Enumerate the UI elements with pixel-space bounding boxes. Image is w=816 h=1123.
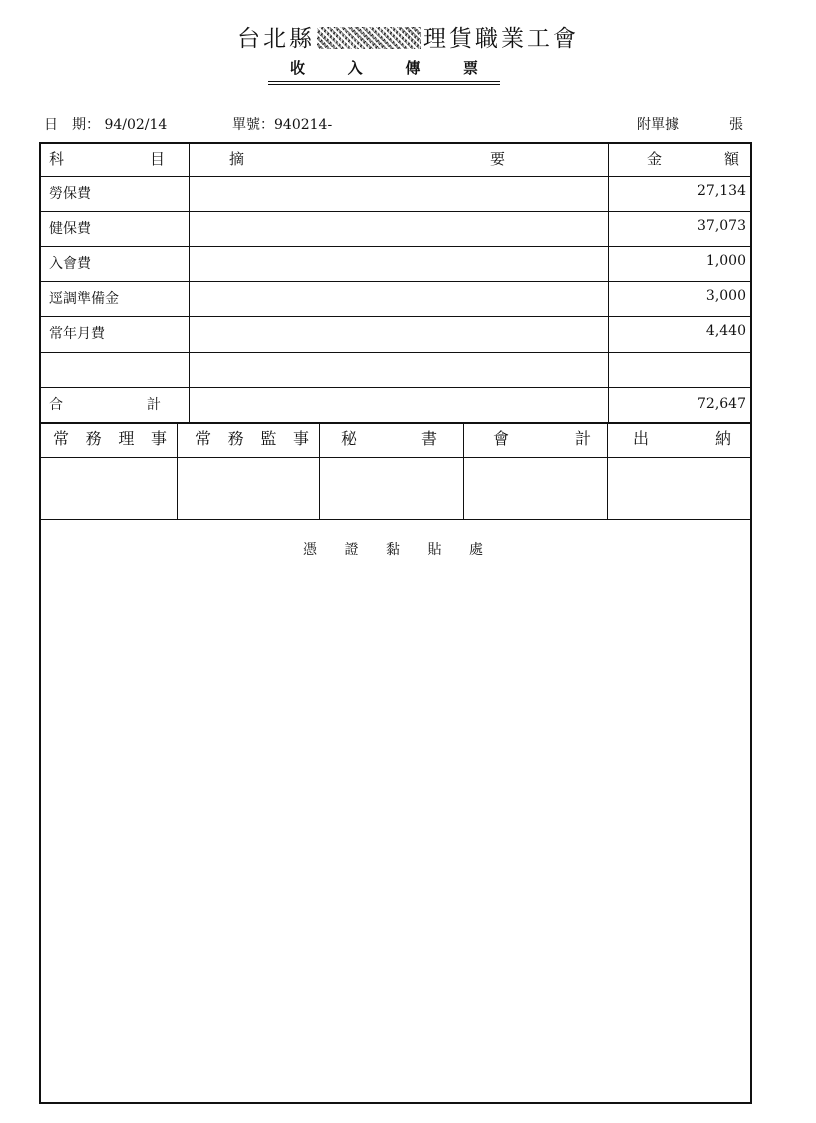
column-divider (463, 423, 464, 519)
title-prefix: 台北縣 (237, 26, 315, 52)
attachment-unit: 張 (729, 117, 743, 133)
row-amount: 37,073 (697, 218, 746, 234)
row-divider (41, 316, 750, 317)
document-title (0, 24, 816, 54)
signature-cashier: 出 納 (633, 429, 731, 448)
row-divider (41, 211, 750, 212)
voucher-number-value: 940214- (274, 117, 333, 133)
title-suffix: 理貨職業工會 (423, 26, 579, 52)
subtitle-char: 收 (290, 59, 306, 77)
row-divider (41, 281, 750, 282)
subtitle-char: 傳 (405, 59, 421, 77)
signature-accountant: 會 計 (493, 429, 591, 448)
signature-secretary: 秘 書 (341, 429, 437, 448)
row-divider (41, 457, 750, 458)
date-label: 日 期： (44, 117, 100, 133)
voucher-table (39, 142, 752, 1104)
row-subject: 健保費 (49, 221, 91, 237)
row-amount: 3,000 (705, 288, 746, 304)
row-amount: 4,440 (705, 323, 746, 339)
date-value: 94/02/14 (104, 117, 168, 133)
row-divider (41, 246, 750, 247)
subtitle-char: 入 (347, 59, 363, 77)
row-subject: 逕調準備金 (49, 291, 119, 307)
row-amount: 1,000 (705, 253, 746, 269)
row-divider (41, 519, 750, 520)
row-subject: 入會費 (49, 256, 91, 272)
subtitle-underline-bottom (268, 84, 500, 85)
date-field (44, 116, 167, 134)
row-divider (41, 387, 750, 388)
row-amount: 27,134 (697, 183, 746, 199)
row-subject: 勞保費 (49, 186, 91, 202)
row-divider (41, 352, 750, 353)
column-divider (177, 423, 178, 519)
signature-executive-supervisor: 常 務 監 事 (195, 429, 309, 448)
column-divider (608, 144, 609, 423)
document-subtitle (268, 58, 500, 78)
row-divider (41, 422, 750, 424)
subtitle-char: 票 (462, 59, 478, 77)
row-divider (41, 176, 750, 177)
column-divider (607, 423, 608, 519)
header-amount: 金 額 (647, 150, 739, 168)
subtitle-underline-top (268, 81, 500, 82)
column-divider (319, 423, 320, 519)
redacted-name-block (317, 27, 421, 49)
signature-executive-director: 常 務 理 事 (53, 429, 167, 448)
total-label: 合 計 (49, 397, 161, 413)
column-divider (189, 144, 190, 423)
header-summary: 摘 要 (229, 150, 505, 168)
row-subject: 常年月費 (49, 326, 105, 342)
attachment-label: 附單據 (637, 117, 679, 133)
voucher-number-field (232, 116, 332, 134)
voucher-number-label: 單號： (232, 117, 274, 133)
voucher-paste-area-label: 憑 證 黏 貼 處 (303, 542, 483, 558)
total-amount: 72,647 (697, 396, 746, 412)
header-subject: 科 目 (49, 150, 165, 168)
